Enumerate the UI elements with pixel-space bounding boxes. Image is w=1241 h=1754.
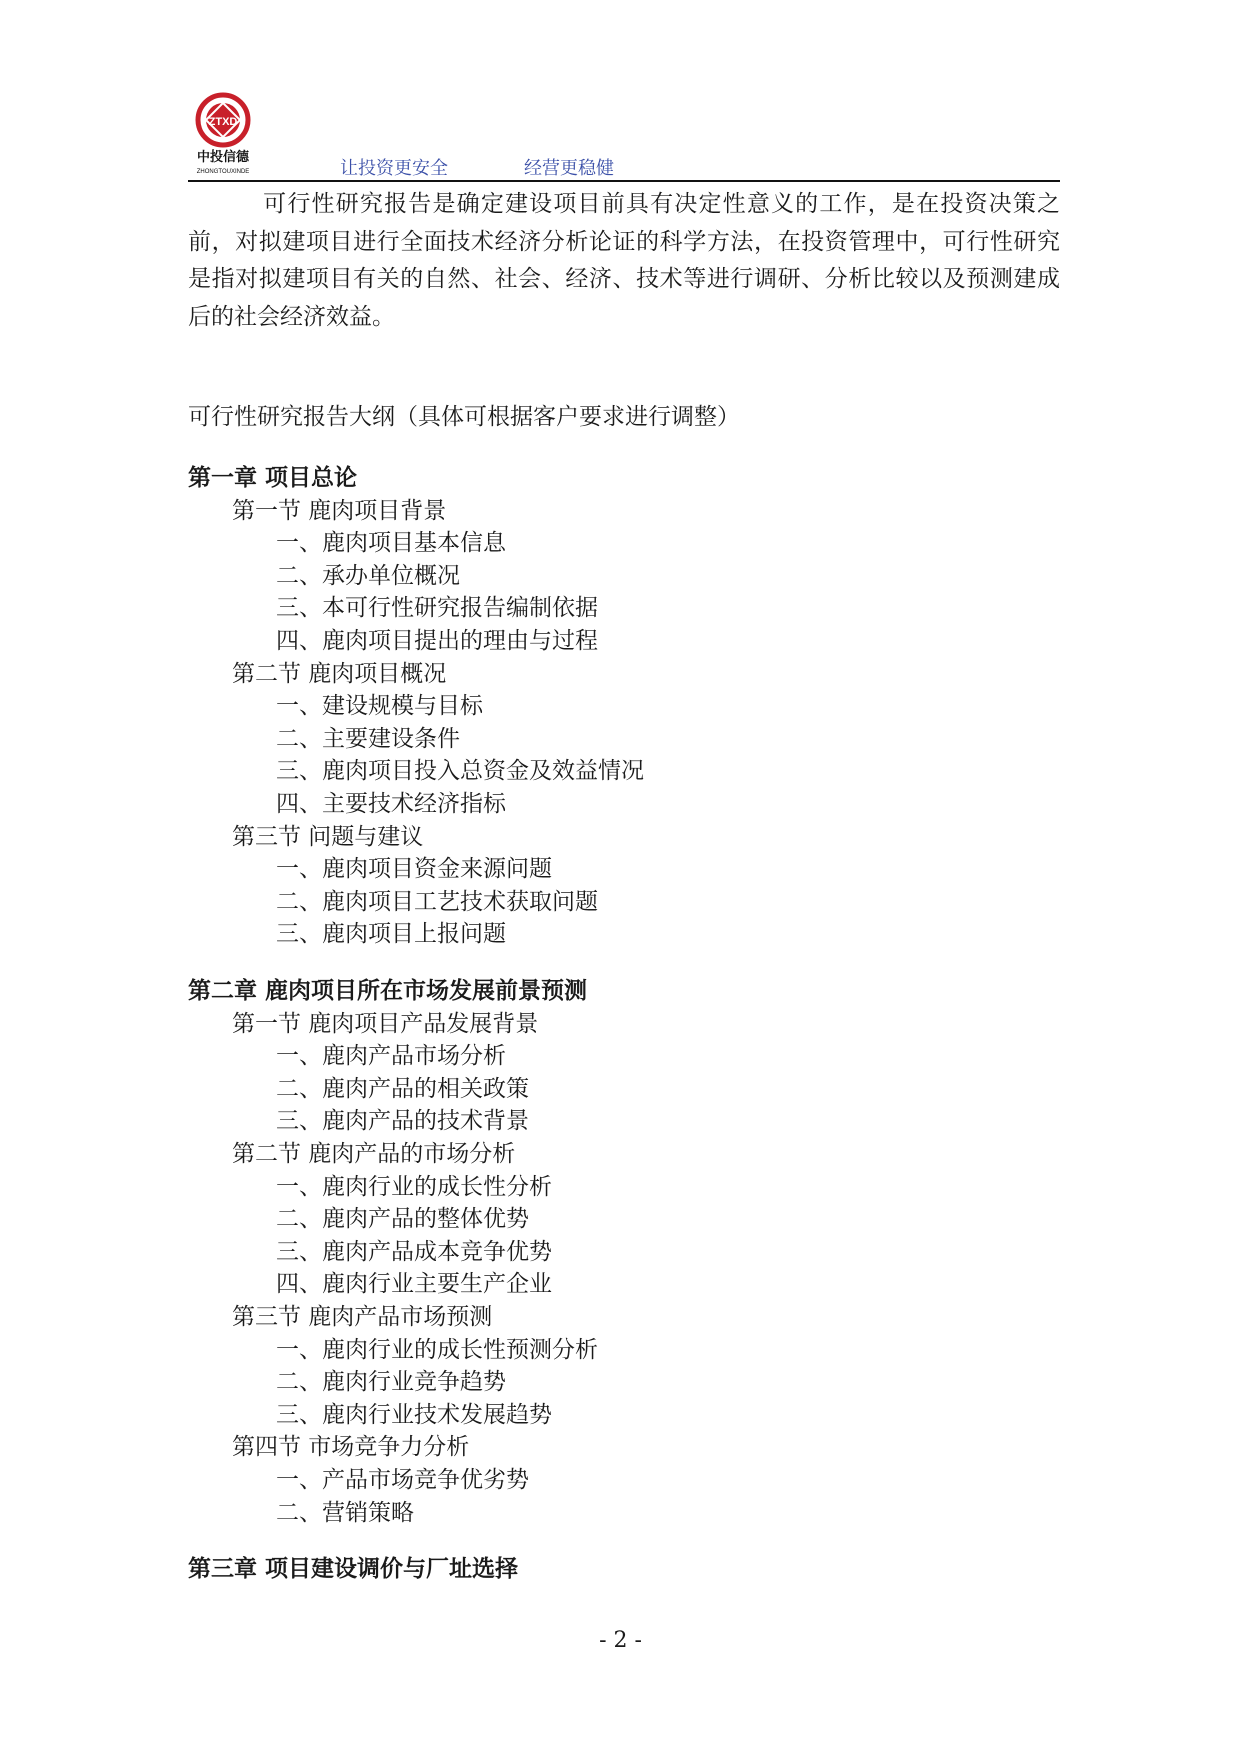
toc-item: 二、鹿肉产品的整体优势 [276, 1206, 529, 1233]
svg-text:ZHONGTOUXINDE: ZHONGTOUXINDE [196, 169, 250, 175]
slogan-stability: 经营更稳健 [524, 158, 614, 179]
toc-item: 一、鹿肉行业的成长性预测分析 [276, 1336, 598, 1363]
toc-item: 一、鹿肉项目资金来源问题 [276, 856, 552, 883]
toc-item: 一、鹿肉项目基本信息 [276, 530, 506, 557]
toc-item: 二、承办单位概况 [276, 562, 460, 589]
svg-text:ZTXD: ZTXD [208, 116, 238, 128]
page-header [188, 92, 1060, 180]
toc-item: 四、主要技术经济指标 [276, 791, 506, 817]
intro-paragraph [188, 186, 1060, 336]
header-divider [188, 180, 1060, 182]
toc-item: 一、建设规模与目标 [276, 693, 483, 720]
toc-item: 一、产品市场竞争优劣势 [276, 1467, 529, 1493]
toc-item: 二、鹿肉产品的相关政策 [276, 1075, 529, 1102]
toc-item: 四、鹿肉行业主要生产企业 [276, 1271, 552, 1298]
outline-title: 可行性研究报告大纲（具体可根据客户要求进行调整） [188, 404, 740, 430]
toc-section: 第三节 鹿肉产品市场预测 [232, 1304, 493, 1330]
toc-item: 二、营销策略 [276, 1499, 414, 1526]
svg-text:中投信德: 中投信德 [196, 150, 250, 165]
toc-chapter: 第二章 鹿肉项目所在市场发展前景预测 [188, 977, 588, 1004]
toc-item: 一、鹿肉产品市场分析 [276, 1043, 506, 1070]
slogan-safety: 让投资更安全 [340, 158, 448, 179]
toc-chapter: 第一章 项目总论 [188, 464, 358, 491]
toc-section: 第二节 鹿肉产品的市场分析 [232, 1141, 516, 1167]
toc-item: 二、鹿肉项目工艺技术获取问题 [276, 888, 598, 915]
company-logo [188, 92, 258, 180]
toc-item: 二、主要建设条件 [276, 725, 460, 752]
toc-item: 三、鹿肉项目上报问题 [276, 921, 506, 948]
toc-section: 第二节 鹿肉项目概况 [232, 660, 447, 687]
toc-item: 三、鹿肉产品成本竞争优势 [276, 1238, 552, 1265]
toc-section: 第四节 市场竞争力分析 [232, 1434, 470, 1461]
intro-text: 可行性研究报告是确定建设项目前具有决定性意义的工作，是在投资决策之前，对拟建项目进行全面技术经济分析论证的科学方法，在投资管理中，可行性研究是指对拟建项目有关的自然、社会、经济、技术等进行调研、分析比较以及预测建成后的社会经济效益。 [188, 191, 1060, 330]
toc-item: 一、鹿肉行业的成长性分析 [276, 1173, 552, 1200]
toc-section: 第三节 问题与建议 [232, 823, 424, 850]
toc-chapter: 第三章 项目建设调价与厂址选择 [188, 1555, 519, 1583]
toc-item: 二、鹿肉行业竞争趋势 [276, 1369, 506, 1396]
toc-item: 四、鹿肉项目提出的理由与过程 [276, 628, 598, 654]
page-number: - 2 - [599, 1628, 642, 1653]
toc-item: 三、鹿肉项目投入总资金及效益情况 [276, 758, 644, 785]
toc-item: 三、鹿肉行业技术发展趋势 [276, 1401, 552, 1428]
toc-section: 第一节 鹿肉项目背景 [232, 497, 447, 524]
toc-section: 第一节 鹿肉项目产品发展背景 [232, 1010, 539, 1037]
toc-item: 三、鹿肉产品的技术背景 [276, 1108, 529, 1135]
toc-item: 三、本可行性研究报告编制依据 [276, 595, 598, 622]
